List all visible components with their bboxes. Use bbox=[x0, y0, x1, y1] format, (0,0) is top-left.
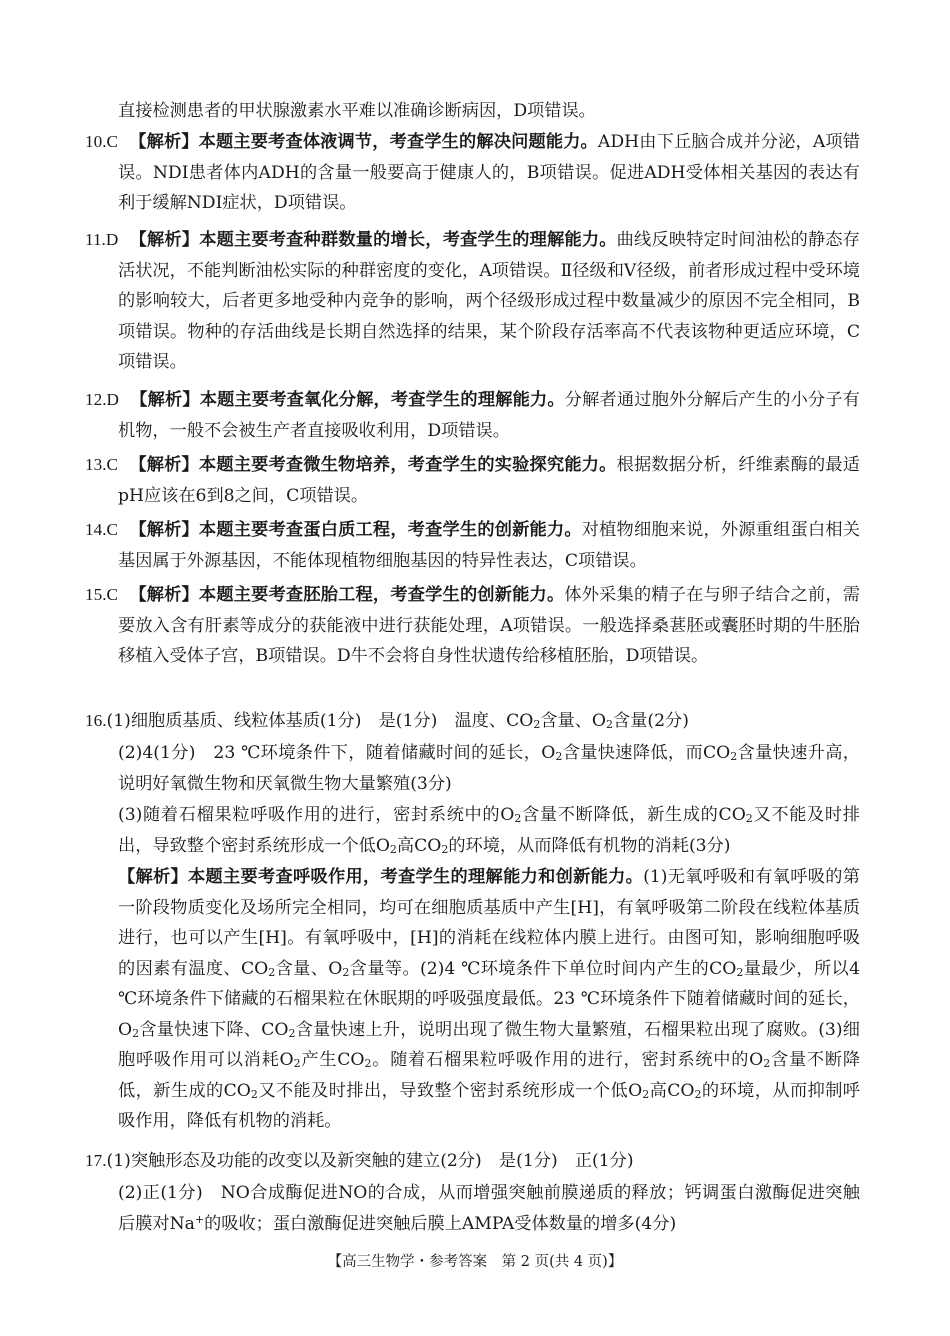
q14-tag: 【解析】 bbox=[129, 520, 199, 540]
q12-tag: 【解析】 bbox=[130, 390, 200, 410]
q16-explanation bbox=[118, 862, 860, 1137]
q16-p2a: (2)4(1分) 23 ℃环境条件下，随着储藏时间的延长，O bbox=[118, 743, 556, 763]
q16-number: 16. bbox=[85, 711, 107, 730]
q16-e9: 含量不断降低，新生成的CO bbox=[118, 1050, 861, 1101]
q16-e10: 又不能及时排出，导致整个密封系统形成一个低O bbox=[257, 1080, 643, 1101]
subscript: 2 bbox=[514, 812, 522, 825]
q16-focus: 本题主要考查呼吸作用，考查学生的理解能力和创新能力。 bbox=[188, 867, 644, 887]
q16-e11: 高CO bbox=[649, 1080, 695, 1101]
subscript: 2 bbox=[342, 965, 350, 979]
q16-tag: 【解析】 bbox=[118, 867, 189, 887]
q16-e6: 含量快速上升，说明出现了微生物大量繁殖，石榴果粒出现了腐败。(3)细胞呼吸作用可以消耗O bbox=[118, 1019, 860, 1070]
q9-tail-text: 直接检测患者的甲状腺激素水平难以准确诊断病因，D项错误。 bbox=[118, 101, 596, 121]
q15-focus: 本题主要考查胚胎工程，考查学生的创新能力。 bbox=[198, 585, 565, 605]
q14-number: 14.C bbox=[85, 520, 118, 539]
q13-answer bbox=[85, 450, 860, 511]
subscript: 2 bbox=[694, 1087, 702, 1101]
q13-tag: 【解析】 bbox=[129, 455, 199, 475]
q16-p2c: 含量快速升高，说明好氧微生物和厌氧微生物大量繁殖(3分) bbox=[118, 743, 860, 794]
q10-body: ADH由下丘脑合成并分泌，A项错误。NDI患者体内ADH的含量一般要高于健康人的，B项错误。促进ADH受体相关基因的表达有利于缓解NDI症状，D项错误。 bbox=[118, 132, 860, 213]
q16-p3c: 又不能及时排出，导致整个密封系统形成一个低O bbox=[118, 805, 860, 856]
q16-part2 bbox=[118, 738, 860, 799]
q14-body: 对植物细胞来说，外源重组蛋白相关基因属于外源基因，不能体现植物细胞基因的特异性表达，C项错误。 bbox=[118, 520, 860, 571]
q10-answer bbox=[85, 127, 860, 219]
q16-e8: 。随着石榴果粒呼吸作用的进行，密封系统中的O bbox=[371, 1050, 764, 1070]
q11-number: 11.D bbox=[85, 230, 119, 249]
subscript: 2 bbox=[288, 1026, 296, 1040]
q13-number: 13.C bbox=[85, 455, 118, 474]
q12-focus: 本题主要考查氧化分解，考查学生的理解能力。 bbox=[199, 390, 565, 410]
q16-part1 bbox=[85, 706, 860, 737]
subscript: 2 bbox=[268, 965, 276, 979]
q17-p2b: 的吸收；蛋白激酶促进突触后膜上AMPA受体数量的增多(4分) bbox=[204, 1213, 677, 1234]
q10-focus: 本题主要考查体液调节，考查学生的解决问题能力。 bbox=[198, 132, 598, 152]
q16-e3: 含量等。(2)4 ℃环境条件下单位时间内产生的CO bbox=[349, 958, 737, 979]
q16-p3a: (3)随着石榴果粒呼吸作用的进行，密封系统中的O bbox=[118, 805, 515, 825]
q16-p1b: 含量、O bbox=[540, 711, 606, 731]
q16-p1: (1)细胞质基质、线粒体基质(1分) 是(1分) 温度、CO bbox=[106, 711, 534, 731]
q12-body: 分解者通过胞外分解后产生的小分子有机物，一般不会被生产者直接吸收利用，D项错误。 bbox=[118, 390, 860, 441]
subscript: 2 bbox=[642, 1087, 650, 1101]
q10-number: 10.C bbox=[85, 132, 118, 151]
q16-e4: 量最少，所以4 ℃环境条件下储藏的石榴果粒在休眠期的呼吸强度最低。23 ℃环境条件下随着储藏时间的延长，O bbox=[118, 958, 861, 1040]
q16-p2b: 含量快速降低，而CO bbox=[562, 743, 731, 763]
q11-answer bbox=[85, 225, 860, 378]
q10-tag: 【解析】 bbox=[129, 132, 199, 152]
q17-p1: (1)突触形态及功能的改变以及新突触的建立(2分) 是(1分) 正(1分) bbox=[106, 1151, 634, 1171]
q17-part1 bbox=[85, 1146, 860, 1177]
q15-tag: 【解析】 bbox=[129, 585, 199, 605]
q11-focus: 本题主要考查种群数量的增长，考查学生的理解能力。 bbox=[199, 230, 617, 250]
q16-e1: (1)无氧呼吸和有氧呼吸的第一阶段物质变化及场所完全相同，均可在细胞质基质中产生[H]，有氧呼吸第二阶段在线粒体基质进行，也可以产生[H]。有氧呼吸中，[H]的消耗在线粒体内膜上进行。由图可知，影响细胞呼吸的因素有温度、CO bbox=[118, 867, 860, 979]
q13-body: 根据数据分析，纤维素酶的最适pH应该在6到8之间，C项错误。 bbox=[118, 455, 860, 506]
q12-number: 12.D bbox=[85, 390, 119, 409]
q16-e2: 含量、O bbox=[275, 958, 343, 979]
q11-tag: 【解析】 bbox=[129, 230, 200, 250]
q14-answer bbox=[85, 515, 860, 576]
q17-p2a: (2)正(1分) NO合成酶促进NO的合成，从而增强突触前膜递质的释放；钙调蛋白激酶促进突触后膜对Na bbox=[118, 1183, 860, 1234]
subscript: 2 bbox=[533, 718, 541, 731]
subscript: 2 bbox=[364, 1057, 372, 1070]
q13-focus: 本题主要考查微生物培养，考查学生的实验探究能力。 bbox=[198, 455, 617, 475]
q16-p1c: 含量(2分) bbox=[613, 711, 689, 731]
subscript: 2 bbox=[250, 1087, 258, 1101]
q16-p3b: 含量不断降低，新生成的CO bbox=[521, 805, 746, 825]
q16-e7: 产生CO bbox=[300, 1050, 365, 1070]
q16-e5: 含量快速下降、CO bbox=[139, 1019, 289, 1040]
q16-p3e: 的环境，从而降低有机物的消耗(3分) bbox=[448, 835, 731, 856]
subscript: 2 bbox=[763, 1057, 771, 1070]
q16-e12: 的环境，从而抑制呼吸作用，降低有机物的消耗。 bbox=[118, 1080, 860, 1131]
subscript: 2 bbox=[730, 750, 738, 763]
q11-body: 曲线反映特定时间油松的静态存活状况，不能判断油松实际的种群密度的变化，A项错误。Ⅱ径级和Ⅴ径级，前者形成过程中受环境的影响较大，后者更多地受种内竞争的影响，两个径级形成过程中数量减少的原因不完全相同，B项错误。物种的存活曲线是长期自然选择的结果，某个阶段存活率高不代表该物种更适应环境，C项错误。 bbox=[118, 230, 860, 372]
superscript: + bbox=[194, 1212, 205, 1226]
q12-answer bbox=[85, 385, 860, 446]
q16-part3 bbox=[118, 800, 860, 861]
q15-body: 体外采集的精子在与卵子结合之前，需要放入含有肝素等成分的获能液中进行获能处理，A项错误。一般选择桑葚胚或囊胚时期的牛胚胎移植入受体子宫，B项错误。D牛不会将自身性状遗传给移植胚胎，D项错误。 bbox=[118, 585, 860, 666]
subscript: 2 bbox=[606, 718, 613, 731]
subscript: 2 bbox=[441, 842, 449, 856]
q9-tail bbox=[118, 96, 860, 127]
subscript: 2 bbox=[555, 750, 563, 763]
subscript: 2 bbox=[389, 842, 397, 856]
q16-p3d: 高CO bbox=[396, 835, 442, 856]
q15-answer bbox=[85, 580, 860, 672]
q17-number: 17. bbox=[85, 1151, 107, 1170]
subscript: 2 bbox=[745, 812, 753, 825]
subscript: 2 bbox=[293, 1057, 301, 1070]
footer-text: 【高三生物学・参考答案 第 2 页(共 4 页)】 bbox=[327, 1254, 623, 1270]
q14-focus: 本题主要考查蛋白质工程，考查学生的创新能力。 bbox=[198, 520, 582, 540]
q15-number: 15.C bbox=[85, 585, 118, 604]
subscript: 2 bbox=[132, 1026, 140, 1040]
subscript: 2 bbox=[736, 965, 744, 979]
page-footer bbox=[0, 1250, 950, 1271]
q17-part2 bbox=[118, 1178, 860, 1239]
